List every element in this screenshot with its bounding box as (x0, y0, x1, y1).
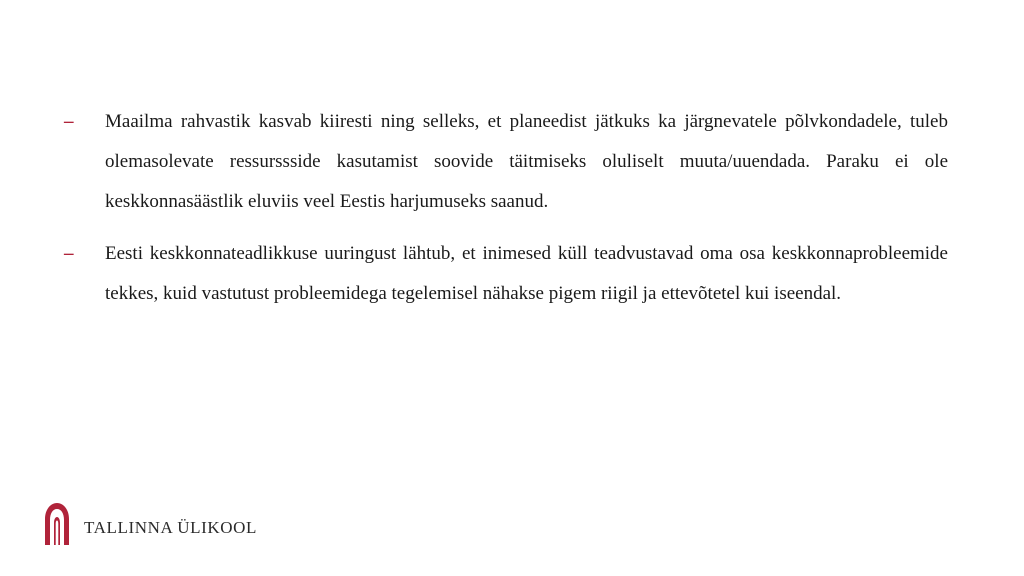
university-arch-icon (42, 501, 72, 547)
bullet-list (64, 102, 948, 326)
bullet-text: Maailma rahvastik kasvab kiiresti ning selleks, et planeedist jätkuks ka järgnevatele põlvkondadele, tuleb olemasolevate ressurssside kasutamist soovide täitmiseks oluliselt muuta/uuendada. Paraku ei ole keskkonnasäästlik eluviis veel Eestis harjumuseks saanud. (105, 111, 948, 212)
dash-marker-icon: – (64, 111, 74, 132)
dash-marker-icon: – (64, 243, 74, 264)
bullet-item (64, 102, 948, 222)
university-logo (42, 500, 257, 548)
logo-text: TALLINNA ÜLIKOOL (84, 518, 258, 537)
bullet-item (64, 234, 948, 314)
bullet-text: Eesti keskkonnateadlikkuse uuringust lähtub, et inimesed küll teadvustavad oma osa keskkonnaprobleemide tekkes, kuid vastutust probleemidega tegelemisel nähakse pigem riigil ja ettevõtetel kui iseendal. (105, 243, 948, 304)
